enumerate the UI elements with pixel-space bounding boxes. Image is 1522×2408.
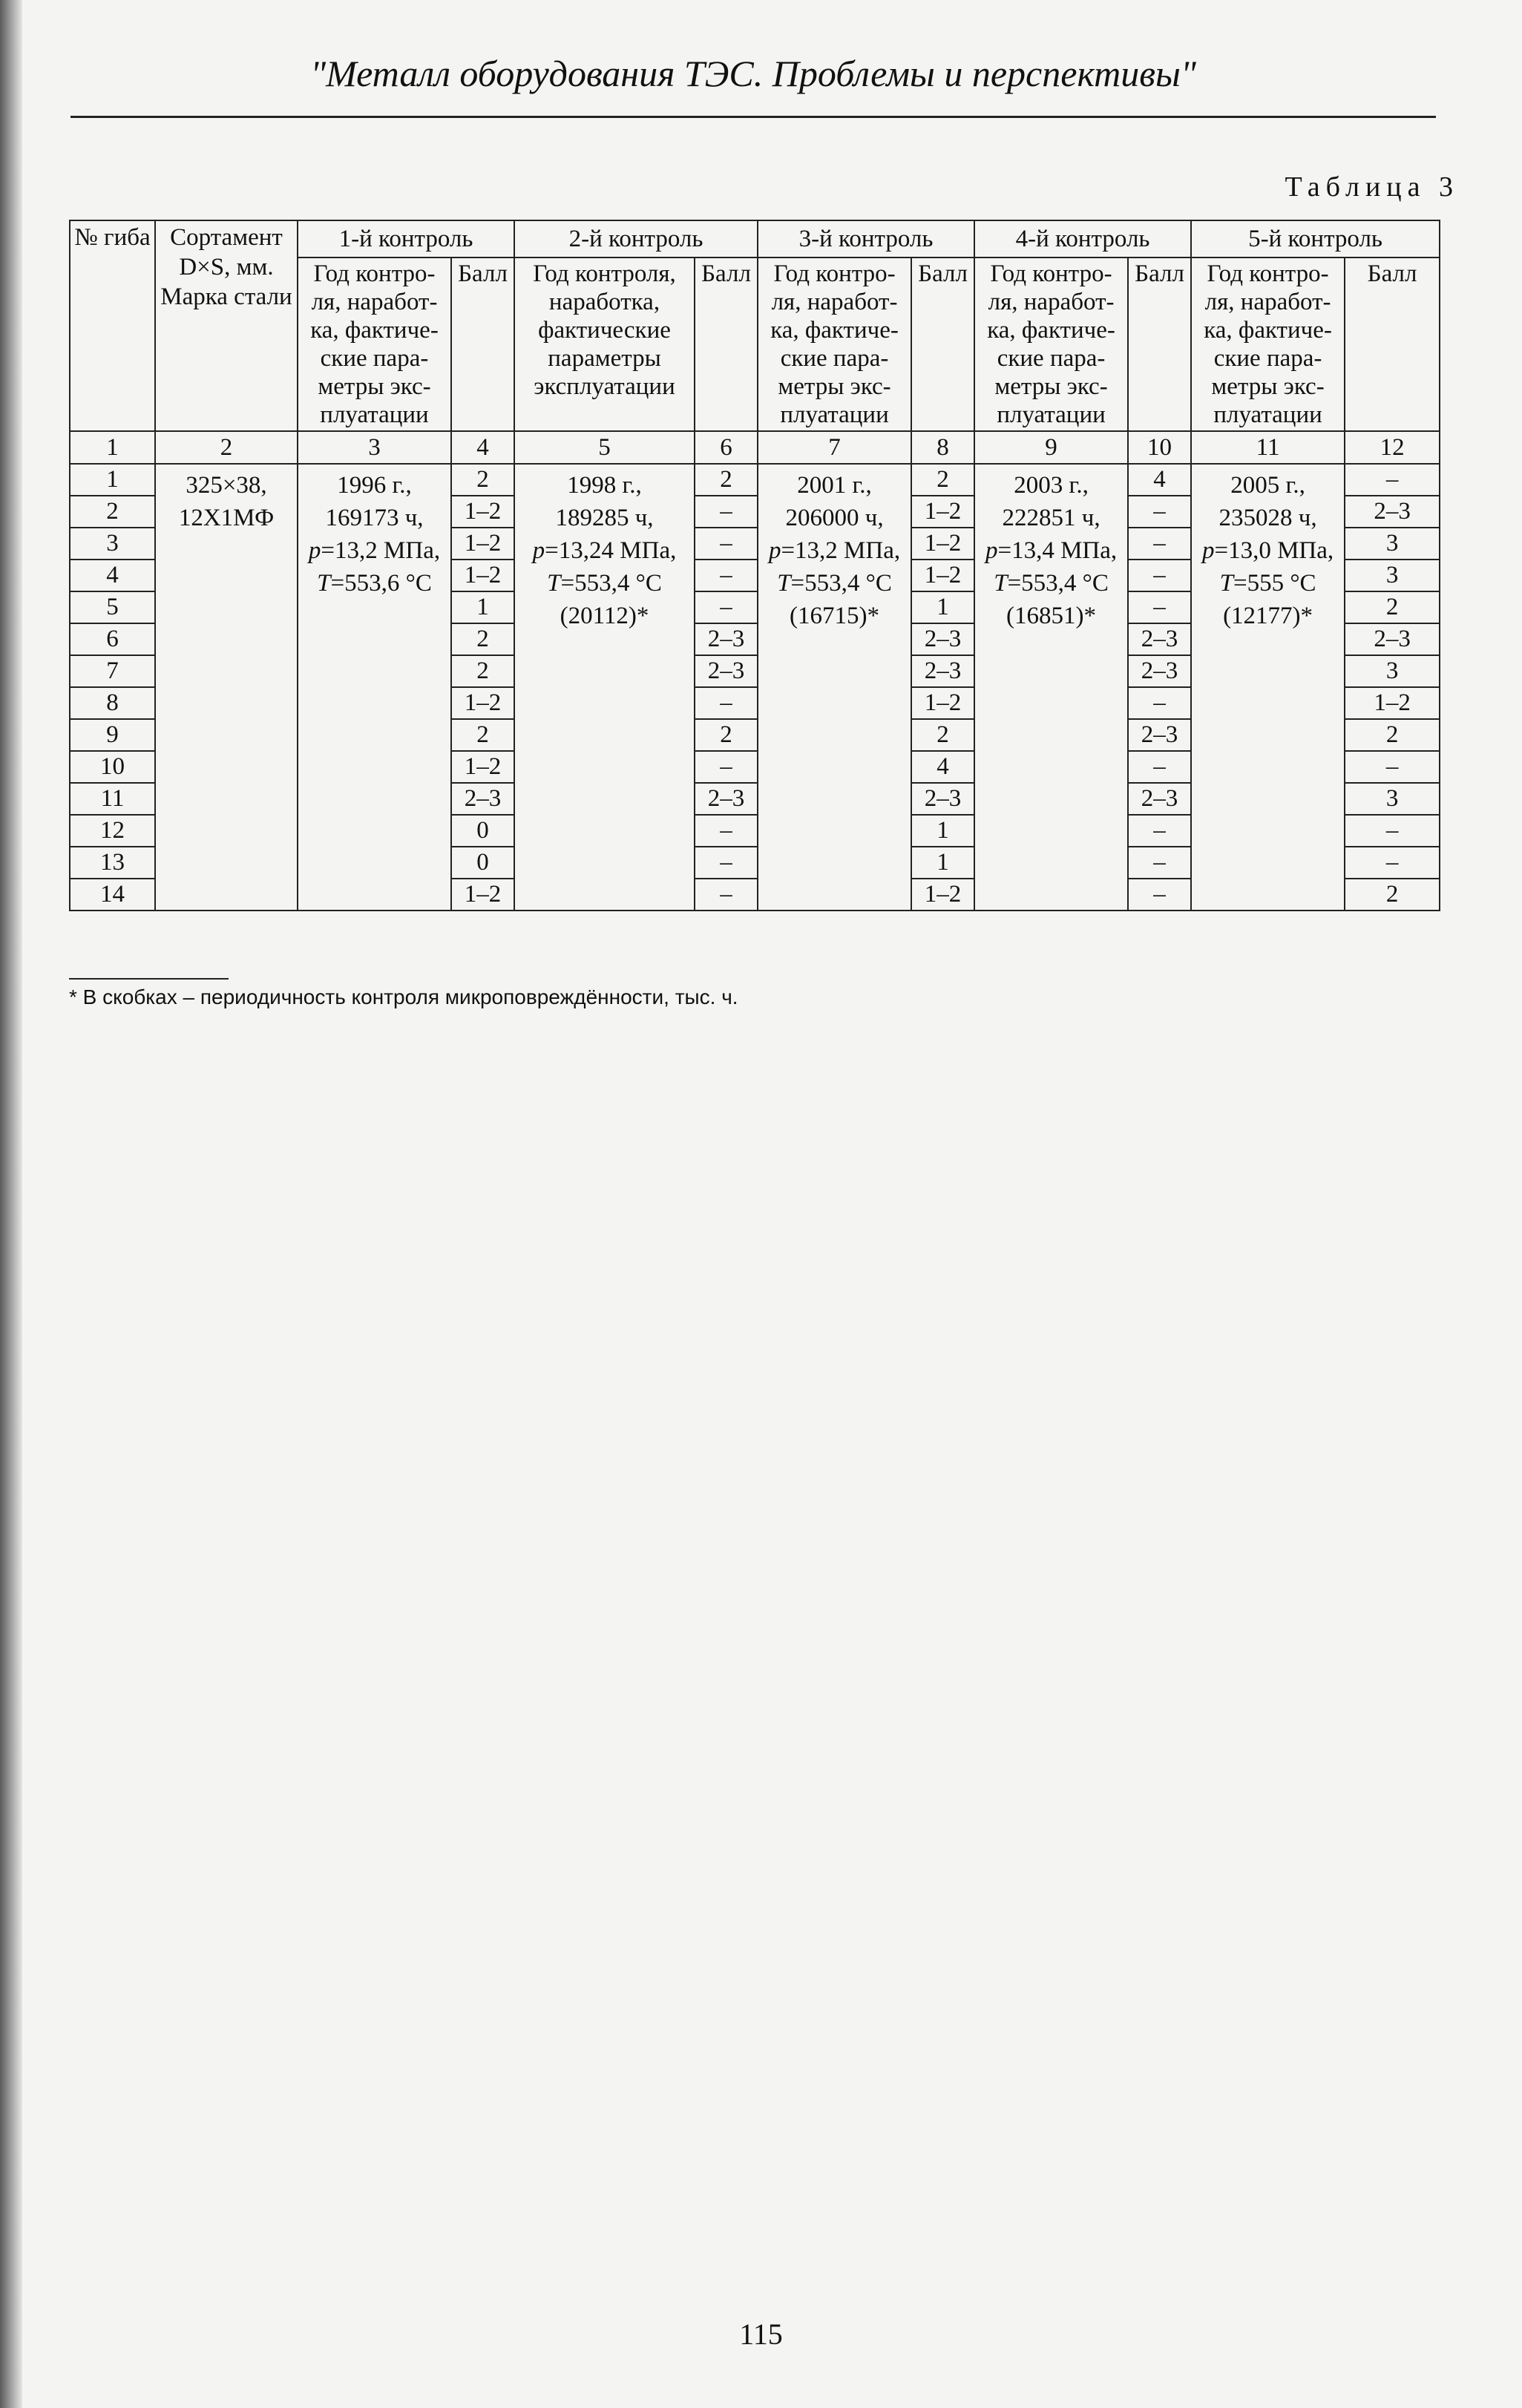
score-cell: – <box>1345 464 1440 496</box>
table-row <box>70 464 1440 496</box>
score-cell: 2–3 <box>1345 623 1440 655</box>
score-cell: 2–3 <box>911 655 974 687</box>
score-cell: 2–3 <box>695 655 758 687</box>
score-cell: 1 <box>451 591 514 623</box>
column-number: 10 <box>1128 431 1191 464</box>
bend-number: 9 <box>70 719 155 751</box>
bend-number: 14 <box>70 879 155 911</box>
score-cell: 2–3 <box>451 783 514 815</box>
param-line: T=555 °С <box>1219 570 1316 597</box>
column-number: 12 <box>1345 431 1440 464</box>
param-line: p=13,24 МПа, <box>532 537 677 564</box>
score-cell: 2–3 <box>695 783 758 815</box>
header-params-2: Год контроля, наработка, фактические параметры эксплуатации <box>514 257 695 431</box>
score-cell: 2–3 <box>1128 783 1191 815</box>
param-line: 1996 г., <box>337 472 412 499</box>
score-cell: 2–3 <box>695 623 758 655</box>
header-score-4: Балл <box>1128 257 1191 431</box>
score-cell: 1–2 <box>911 496 974 528</box>
control-2-params <box>514 464 695 911</box>
score-cell: – <box>1345 847 1440 879</box>
score-cell: 1–2 <box>451 879 514 911</box>
bend-number: 10 <box>70 751 155 783</box>
param-line: 222851 ч, <box>1002 505 1101 531</box>
param-line: p=13,2 МПа, <box>768 537 901 564</box>
column-number: 4 <box>451 431 514 464</box>
score-cell: 2–3 <box>1345 496 1440 528</box>
score-cell: 1 <box>911 815 974 847</box>
header-assortment: Сортамент D×S, мм. Марка стали <box>155 220 298 431</box>
score-cell: – <box>1128 560 1191 591</box>
score-cell: – <box>1128 687 1191 719</box>
header-params-3: Год контро-ля, наработ-ка, фактиче-ские пара-метры экс-плуатации <box>758 257 911 431</box>
param-line: 189285 ч, <box>555 505 654 531</box>
bend-number: 5 <box>70 591 155 623</box>
column-number: 3 <box>298 431 451 464</box>
bend-number: 3 <box>70 528 155 560</box>
param-line: (16715)* <box>790 603 880 629</box>
param-line: 1998 г., <box>567 472 642 499</box>
page-number: 115 <box>739 2317 783 2351</box>
score-cell: 1–2 <box>451 751 514 783</box>
score-cell: 3 <box>1345 655 1440 687</box>
score-cell: 2 <box>451 719 514 751</box>
score-cell: – <box>695 560 758 591</box>
score-cell: 2–3 <box>1128 655 1191 687</box>
running-head: "Металл оборудования ТЭС. Проблемы и перспективы" <box>310 53 1196 94</box>
header-bend-no: № гиба <box>70 220 155 431</box>
bend-number: 4 <box>70 560 155 591</box>
score-cell: 2 <box>1345 719 1440 751</box>
param-line: (20112)* <box>560 603 649 629</box>
param-line: T=553,4 °С <box>547 570 662 597</box>
score-cell: 1–2 <box>1345 687 1440 719</box>
table-header <box>70 220 1440 464</box>
control-5-params <box>1191 464 1345 911</box>
score-cell: 4 <box>911 751 974 783</box>
bend-number: 2 <box>70 496 155 528</box>
score-cell: 0 <box>451 847 514 879</box>
column-number: 6 <box>695 431 758 464</box>
control-3-params <box>758 464 911 911</box>
score-cell: 1 <box>911 847 974 879</box>
score-cell: – <box>1128 751 1191 783</box>
control-4-params <box>974 464 1128 911</box>
score-cell: 3 <box>1345 783 1440 815</box>
param-line: T=553,4 °С <box>777 570 892 597</box>
table-body <box>70 464 1440 911</box>
column-number: 2 <box>155 431 298 464</box>
score-cell: 1–2 <box>911 879 974 911</box>
param-line: T=553,4 °С <box>994 570 1109 597</box>
param-line: 169173 ч, <box>325 505 424 531</box>
header-params-4: Год контро-ля, наработ-ка, фактиче-ские пара-метры экс-плуатации <box>974 257 1128 431</box>
assortment-line: 12Х1МФ <box>178 505 275 531</box>
header-params-5: Год контро-ля, наработ-ка, фактиче-ские пара-метры экс-плуатации <box>1191 257 1345 431</box>
score-cell: 3 <box>1345 528 1440 560</box>
header-score-5: Балл <box>1345 257 1440 431</box>
bend-number: 6 <box>70 623 155 655</box>
param-line: p=13,2 МПа, <box>308 537 441 564</box>
bend-number: 12 <box>70 815 155 847</box>
header-control-4: 4-й контроль <box>974 220 1191 257</box>
score-cell: 1–2 <box>911 687 974 719</box>
score-cell: 1–2 <box>451 687 514 719</box>
header-control-1: 1-й контроль <box>298 220 514 257</box>
score-cell: 1–2 <box>911 560 974 591</box>
footnote: * В скобках – периодичность контроля микроповреждённости, тыс. ч. <box>69 985 738 1008</box>
score-cell: – <box>1128 879 1191 911</box>
score-cell: – <box>1128 815 1191 847</box>
assortment-line: 325×38, <box>186 472 267 499</box>
bend-number: 8 <box>70 687 155 719</box>
column-number: 5 <box>514 431 695 464</box>
score-cell: – <box>695 879 758 911</box>
param-line: 2003 г., <box>1014 472 1089 499</box>
score-cell: 1–2 <box>911 528 974 560</box>
score-cell: 2 <box>451 623 514 655</box>
param-line: (12177)* <box>1223 603 1313 629</box>
score-cell: 2–3 <box>1128 623 1191 655</box>
score-cell: 4 <box>1128 464 1191 496</box>
column-number: 11 <box>1191 431 1345 464</box>
score-cell: 1–2 <box>451 528 514 560</box>
param-line: T=553,6 °С <box>317 570 432 597</box>
score-cell: – <box>1128 528 1191 560</box>
scan-binding-edge <box>0 0 22 2408</box>
score-cell: 0 <box>451 815 514 847</box>
column-number: 1 <box>70 431 155 464</box>
bend-number: 13 <box>70 847 155 879</box>
score-cell: 2–3 <box>1128 719 1191 751</box>
param-line: 235028 ч, <box>1218 505 1317 531</box>
score-cell: – <box>695 528 758 560</box>
score-cell: 2–3 <box>911 783 974 815</box>
score-cell: – <box>695 496 758 528</box>
score-cell: 2 <box>451 655 514 687</box>
control-1-params <box>298 464 451 911</box>
score-cell: – <box>695 847 758 879</box>
score-cell: – <box>695 815 758 847</box>
score-cell: – <box>695 591 758 623</box>
header-control-5: 5-й контроль <box>1191 220 1440 257</box>
bend-number: 1 <box>70 464 155 496</box>
footnote-rule <box>69 978 229 980</box>
score-cell: – <box>1345 751 1440 783</box>
header-control-2: 2-й контроль <box>514 220 758 257</box>
score-cell: 2–3 <box>911 623 974 655</box>
running-head-rule <box>70 116 1436 118</box>
param-line: p=13,0 МПа, <box>1201 537 1334 564</box>
param-line: 2001 г., <box>797 472 872 499</box>
score-cell: 2 <box>695 719 758 751</box>
column-number: 7 <box>758 431 911 464</box>
score-cell: – <box>695 751 758 783</box>
column-number: 9 <box>974 431 1128 464</box>
score-cell: – <box>1128 496 1191 528</box>
header-score-1: Балл <box>451 257 514 431</box>
header-control-3: 3-й контроль <box>758 220 974 257</box>
score-cell: – <box>1345 815 1440 847</box>
score-cell: – <box>1128 591 1191 623</box>
param-line: p=13,4 МПа, <box>985 537 1118 564</box>
score-cell: – <box>695 687 758 719</box>
param-line: 2005 г., <box>1230 472 1305 499</box>
score-cell: 2 <box>1345 591 1440 623</box>
header-score-3: Балл <box>911 257 974 431</box>
score-cell: 1–2 <box>451 560 514 591</box>
header-score-2: Балл <box>695 257 758 431</box>
column-numbers-row <box>70 431 1440 464</box>
score-cell: 2 <box>911 464 974 496</box>
score-cell: 2 <box>1345 879 1440 911</box>
column-number: 8 <box>911 431 974 464</box>
header-params-1: Год контро-ля, наработ-ка, фактиче-ские пара-метры экс-плуатации <box>298 257 451 431</box>
table-caption: Таблица 3 <box>1285 171 1459 203</box>
bend-number: 7 <box>70 655 155 687</box>
bend-number: 11 <box>70 783 155 815</box>
score-cell: 2 <box>911 719 974 751</box>
control-results-table <box>69 220 1440 911</box>
param-line: (16851)* <box>1006 603 1097 629</box>
score-cell: 1–2 <box>451 496 514 528</box>
score-cell: – <box>1128 847 1191 879</box>
score-cell: 2 <box>451 464 514 496</box>
score-cell: 2 <box>695 464 758 496</box>
assortment-cell <box>155 464 298 911</box>
param-line: 206000 ч, <box>785 505 884 531</box>
score-cell: 3 <box>1345 560 1440 591</box>
score-cell: 1 <box>911 591 974 623</box>
